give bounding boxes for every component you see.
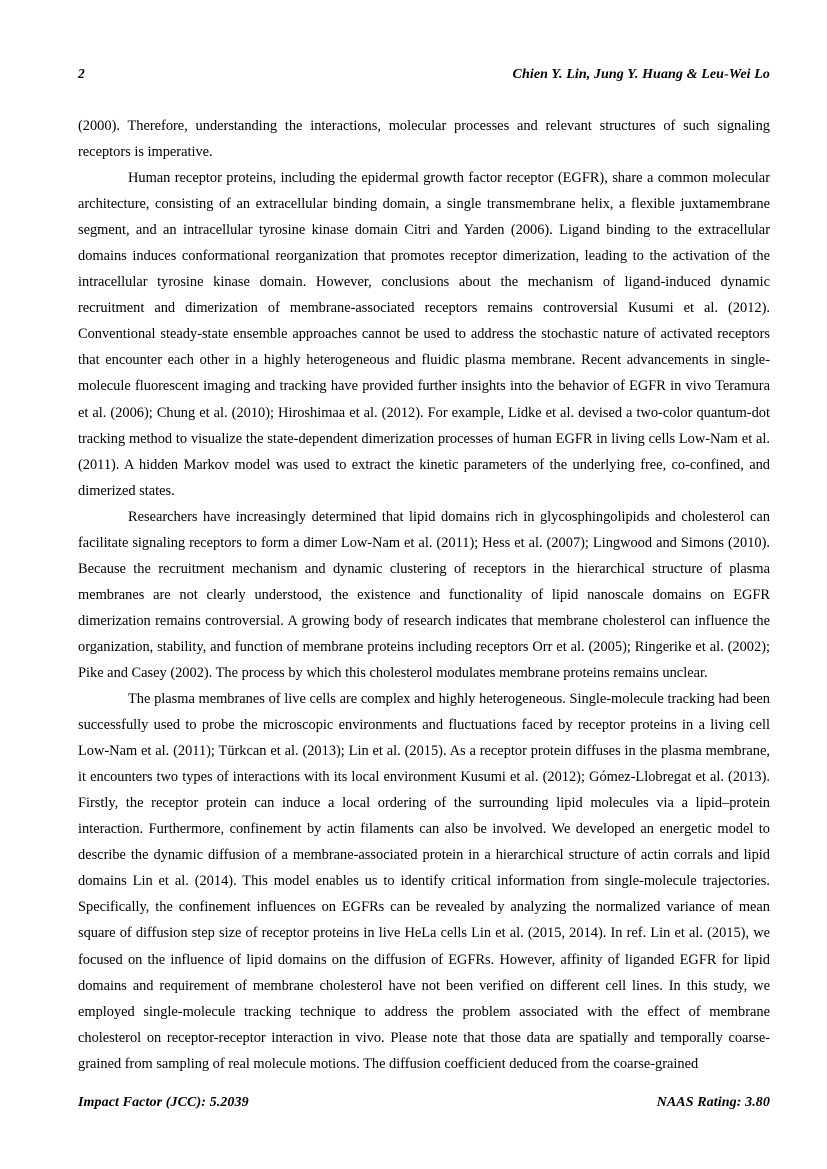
paragraph-1: (2000). Therefore, understanding the interactions, molecular processes and relevant structures of such signaling receptors is imperative. xyxy=(78,118,770,161)
running-head-authors: Chien Y. Lin, Jung Y. Huang & Leu-Wei Lo xyxy=(512,67,770,82)
body-text xyxy=(78,113,770,1077)
paragraph-4: The plasma membranes of live cells are complex and highly heterogeneous. Single-molecule tracking had been successfully used to probe the microscopic environments and fluctuations faced by receptor proteins in a living cell Low-Nam et al. (2011); Türkcan et al. (2013); Lin et al. (2015). As a receptor protein diffuses in the plasma membrane, it encounters two types of interactions with its local environment Kusumi et al. (2012); Gómez-Llobregat et al. (2013). Firstly, the receptor protein can induce a local ordering of the surrounding lipid molecules via a lipid–protein interaction. Furthermore, confinement by actin filaments can also be involved. We developed an energetic model to describe the dynamic diffusion of a membrane-associated protein in a hierarchical structure of actin corrals and lipid domains Lin et al. (2014). This model enables us to identify critical information from single-molecule trajectories. Specifically, the confinement influences on EGFRs can be revealed by analyzing the normalized variance of mean square of diffusion step size of receptor proteins in live HeLa cells Lin et al. (2015, 2014). In ref. Lin et al. (2015), we focused on the influence of lipid domains on the diffusion of EGFRs. However, affinity of liganded EGFR for lipid domains and requirement of membrane cholesterol have not been verified on different cell lines. In this study, we employed single-molecule tracking technique to address the problem associated with the effect of membrane cholesterol on receptor-receptor interaction in vivo. Please note that those data are spatially and temporally coarse-grained from sampling of real molecule motions. The diffusion coefficient deduced from the coarse-grained xyxy=(78,691,770,1072)
page-footer xyxy=(78,1095,770,1111)
naas-rating-label: NAAS Rating: 3.80 xyxy=(656,1095,770,1110)
running-head xyxy=(78,66,770,86)
page-number: 2 xyxy=(78,66,85,81)
paragraph-3: Researchers have increasingly determined that lipid domains rich in glycosphingolipids and cholesterol can facilitate signaling receptors to form a dimer Low-Nam et al. (2011); Hess et al. (2007); Lingwood and Simons (2010). Because the recruitment mechanism and dynamic clustering of receptors in the hierarchical structure of plasma membranes are not clearly understood, the existence and functionality of lipid nanoscale domains on EGFR dimerization remains controversial. A growing body of research indicates that membrane cholesterol can influence the organization, stability, and function of membrane proteins including receptors Orr et al. (2005); Ringerike et al. (2002); Pike and Casey (2002). The process by which this cholesterol modulates membrane proteins remains unclear. xyxy=(78,508,770,681)
paragraph-2: Human receptor proteins, including the epidermal growth factor receptor (EGFR), share a common molecular architecture, consisting of an extracellular binding domain, a single transmembrane helix, a flexible juxtamembrane segment, and an intracellular tyrosine kinase domain Citri and Yarden (2006). Ligand binding to the extracellular domains induces conformational reorganization that promotes receptor dimerization, leading to the activation of the intracellular tyrosine kinase domain. However, conclusions about the mechanism of ligand-induced dynamic recruitment and dimerization of membrane-associated receptors remains controversial Kusumi et al. (2012). Conventional steady-state ensemble approaches cannot be used to address the stochastic nature of activated receptors that encounter each other in a highly heterogeneous and fluidic plasma membrane. Recent advancements in single-molecule fluorescent imaging and tracking have provided further insights into the behavior of EGFR in vivo Teramura et al. (2006); Chung et al. (2010); Hiroshimaa et al. (2012). For example, Lidke et al. devised a two-color quantum-dot tracking method to visualize the state-dependent dimerization processes of human EGFR in living cells Low-Nam et al. (2011). A hidden Markov model was used to extract the kinetic parameters of the underlying free, co-confined, and dimerized states. xyxy=(78,170,770,499)
impact-factor-label: Impact Factor (JCC): 5.2039 xyxy=(78,1095,249,1110)
